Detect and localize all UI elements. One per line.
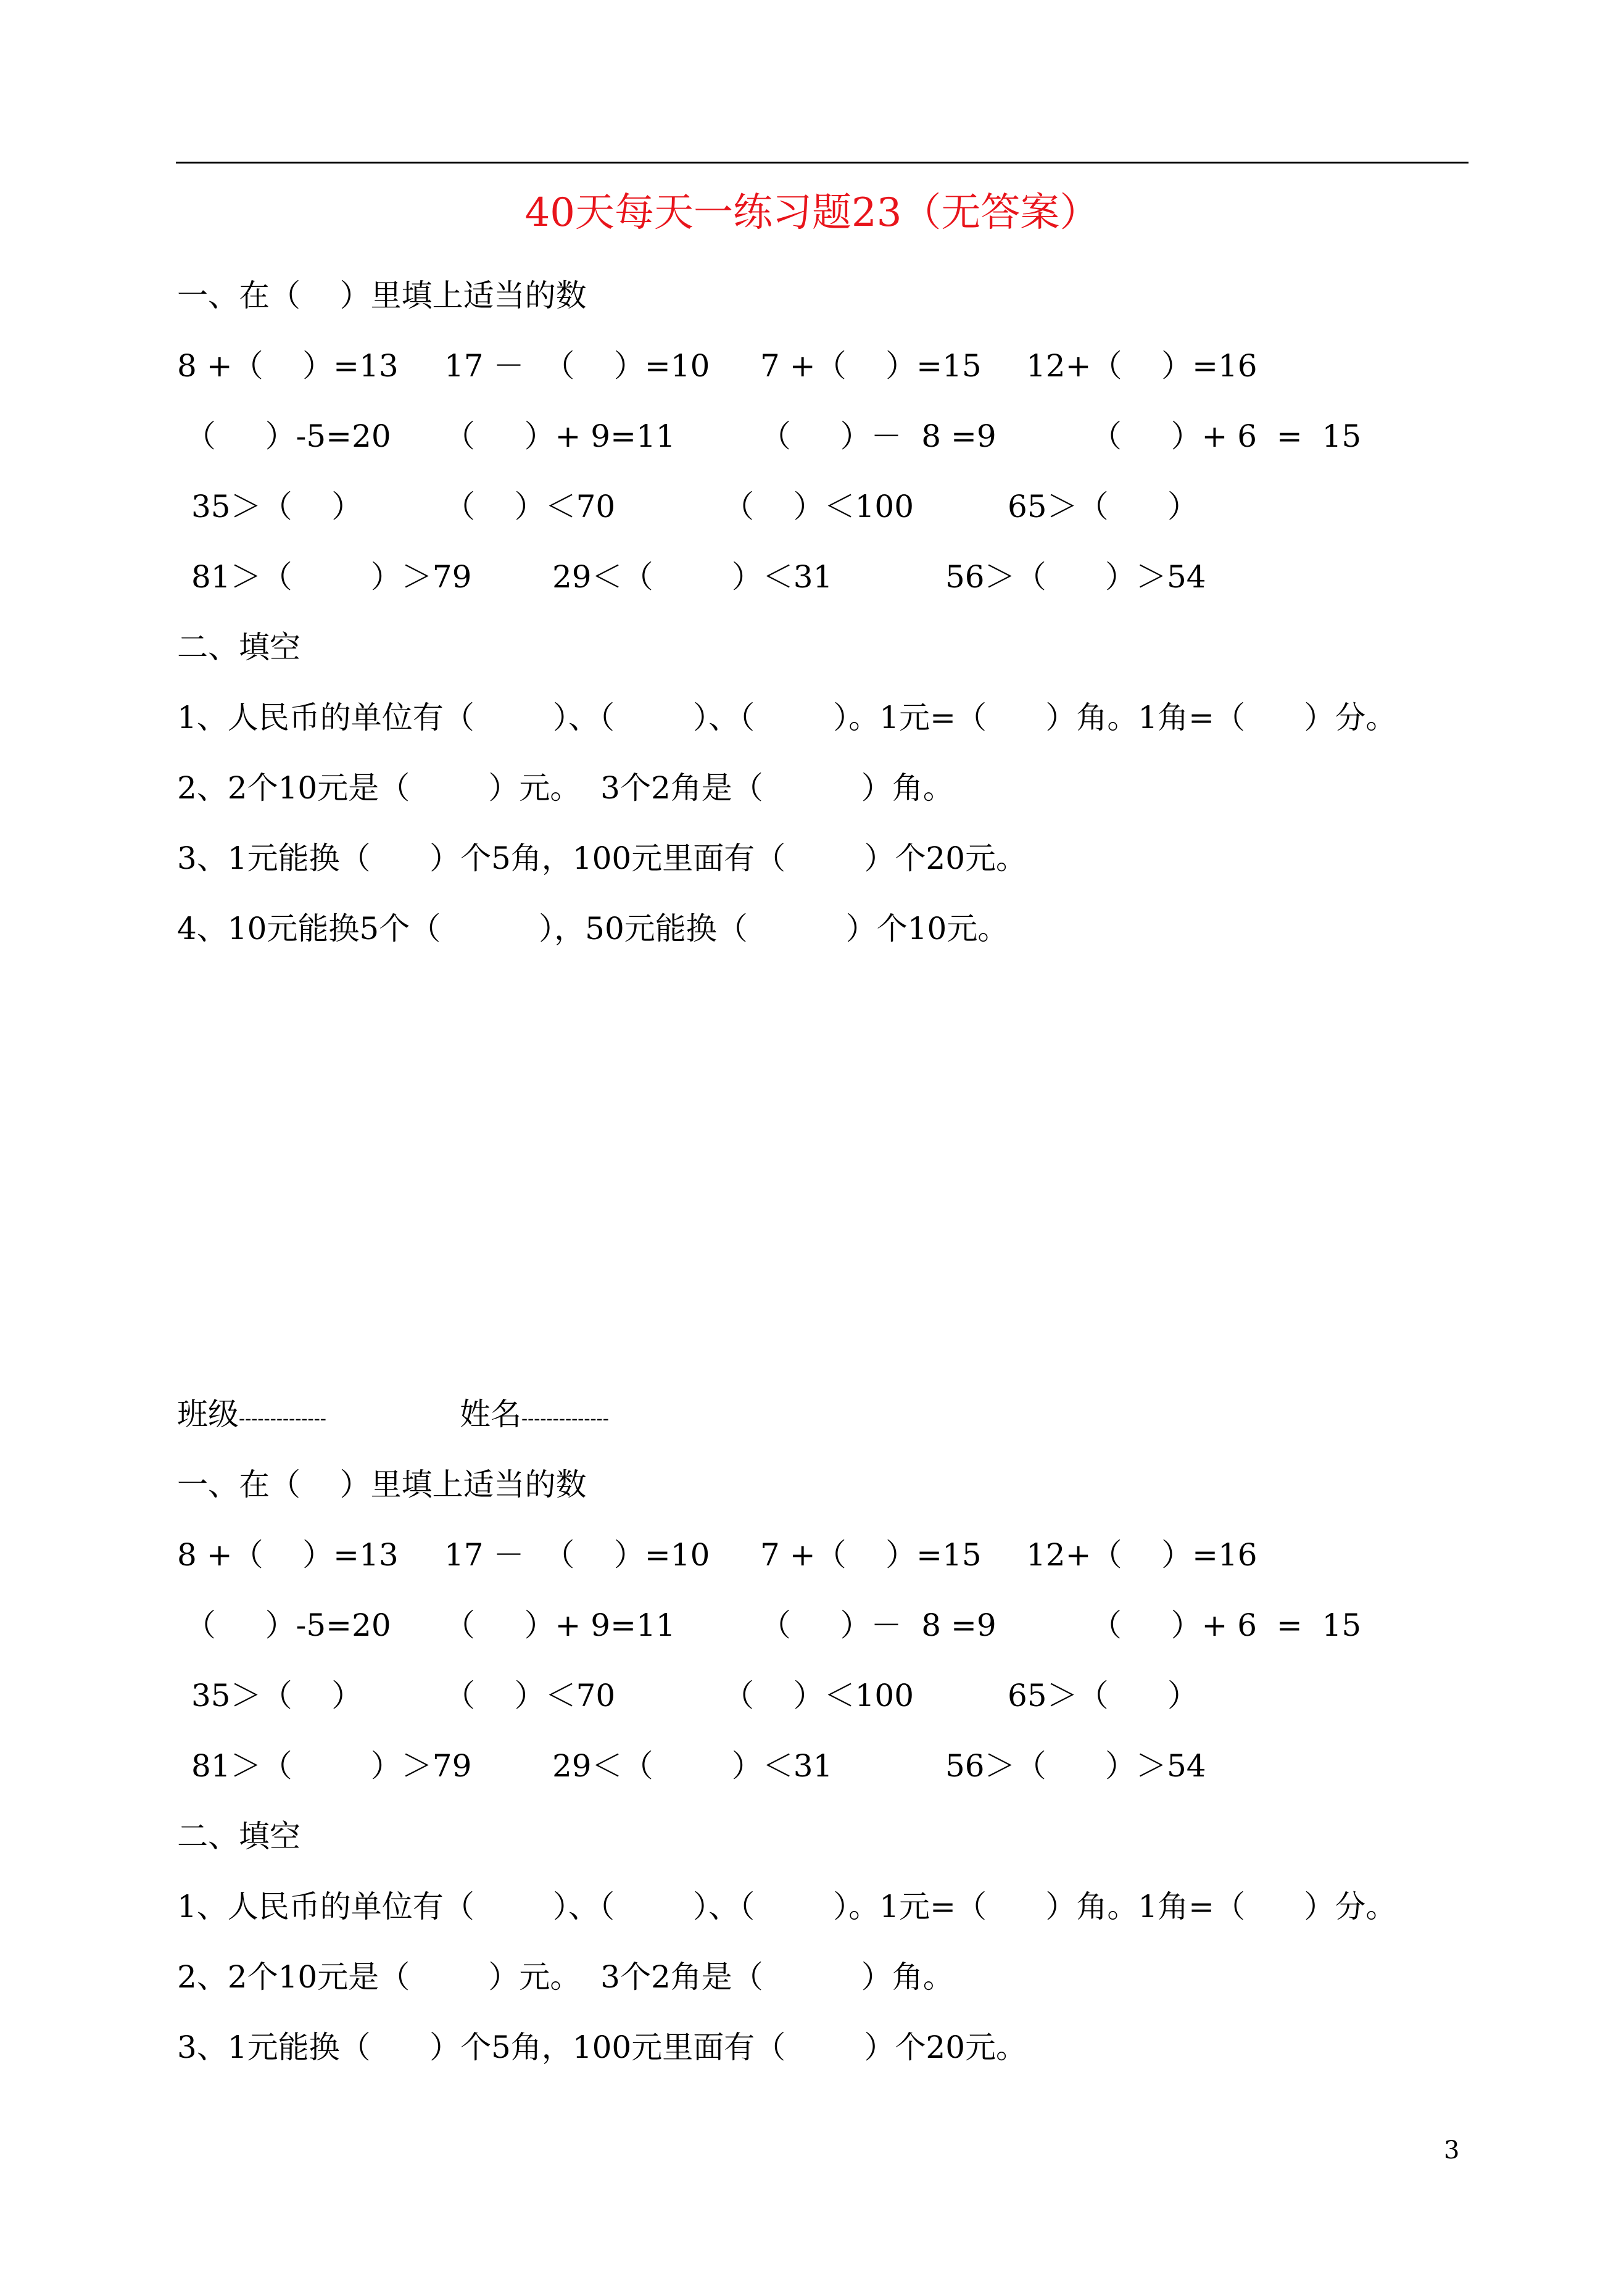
- s1-question-1: 1、人民币的单位有（ ）、（ ）、（ ）。1元=（ ）角。1角=（ ）分。: [177, 700, 1397, 736]
- s2-row1-item4: 12+（ ）=16: [1026, 1537, 1257, 1573]
- s1-question-3: 3、1元能换（ ）个5角，100元里面有（ ）个20元。: [177, 840, 1027, 876]
- class-blank: --------------: [239, 1408, 326, 1430]
- s1-row1-item4: 12+（ ）=16: [1026, 348, 1257, 384]
- name-label-text: 姓名: [460, 1396, 521, 1432]
- section2-heading-fill-blanks: 二、填空: [177, 1818, 300, 1854]
- s2-question-3: 3、1元能换（ ）个5角，100元里面有（ ）个20元。: [177, 2029, 1027, 2065]
- s2-row4-item3: 56＞（ ）＞54: [945, 1748, 1206, 1784]
- s2-row1-item2: 17 － （ ）=10: [444, 1537, 710, 1573]
- s1-row1-item1: 8 +（ ）=13: [177, 348, 399, 384]
- s2-row2-item3: （ ）－ 8 =9: [760, 1607, 996, 1643]
- s2-row3-item3: （ ）＜100: [723, 1678, 914, 1714]
- s1-row2-item3: （ ）－ 8 =9: [760, 418, 996, 454]
- s2-row2-item1: （ ）-5=20: [185, 1607, 391, 1643]
- page-number: 3: [1444, 2136, 1460, 2165]
- s2-row3-item1: 35＞（ ）: [191, 1678, 363, 1714]
- s1-row3-item3: （ ）＜100: [723, 489, 914, 524]
- section1-heading-fill-numbers: 一、在（ ）里填上适当的数: [177, 278, 587, 313]
- s2-row1-item1: 8 +（ ）=13: [177, 1537, 399, 1573]
- s2-row3-item2: （ ）＜70: [444, 1678, 616, 1714]
- s1-row4-item3: 56＞（ ）＞54: [945, 559, 1206, 595]
- name-label: [460, 1395, 609, 1439]
- s2-row4-item1: 81＞（ ）＞79: [191, 1748, 472, 1784]
- name-blank: --------------: [521, 1408, 609, 1430]
- class-label: [177, 1395, 326, 1439]
- header-rule: [176, 162, 1469, 164]
- s1-row4-item1: 81＞（ ）＞79: [191, 559, 472, 595]
- s1-row2-item4: （ ）+ 6 = 15: [1091, 418, 1362, 454]
- s1-row3-item4: 65＞（ ）: [1008, 489, 1198, 524]
- s2-question-2: 2、2个10元是（ ）元。 3个2角是（ ）角。: [177, 1959, 954, 1995]
- section2-heading-fill-numbers: 一、在（ ）里填上适当的数: [177, 1467, 587, 1502]
- s2-row4-item2: 29＜（ ）＜31: [552, 1748, 833, 1784]
- section1-heading-fill-blanks: 二、填空: [177, 629, 300, 665]
- s1-row3-item1: 35＞（ ）: [191, 489, 363, 524]
- s1-question-4: 4、10元能换5个（ ），50元能换（ ）个10元。: [177, 911, 1009, 947]
- page-title: 40天每天一练习题23（无答案）: [524, 190, 1100, 236]
- class-label-text: 班级: [177, 1396, 239, 1432]
- s1-row4-item2: 29＜（ ）＜31: [552, 559, 833, 595]
- s1-row2-item1: （ ）-5=20: [185, 418, 391, 454]
- s1-row1-item2: 17 － （ ）=10: [444, 348, 710, 384]
- s2-row3-item4: 65＞（ ）: [1008, 1678, 1198, 1714]
- s1-row3-item2: （ ）＜70: [444, 489, 616, 524]
- s2-question-1: 1、人民币的单位有（ ）、（ ）、（ ）。1元=（ ）角。1角=（ ）分。: [177, 1889, 1397, 1925]
- s2-row1-item3: 7 +（ ）=15: [760, 1537, 982, 1573]
- s1-row1-item3: 7 +（ ）=15: [760, 348, 982, 384]
- s1-row2-item2: （ ）+ 9=11: [444, 418, 676, 454]
- s2-row2-item4: （ ）+ 6 = 15: [1091, 1607, 1362, 1643]
- s2-row2-item2: （ ）+ 9=11: [444, 1607, 676, 1643]
- s1-question-2: 2、2个10元是（ ）元。 3个2角是（ ）角。: [177, 770, 954, 806]
